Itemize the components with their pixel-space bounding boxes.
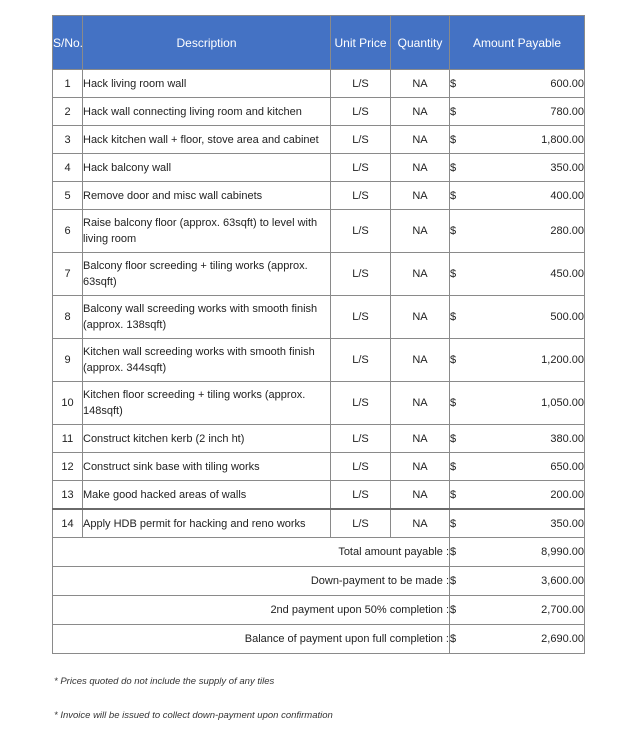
amount-value: 350.00 xyxy=(550,161,584,174)
row-description: Make good hacked areas of walls xyxy=(83,481,331,510)
table-row xyxy=(53,98,585,126)
currency-symbol: $ xyxy=(450,397,457,409)
row-amount xyxy=(450,481,585,510)
amount-value: 200.00 xyxy=(550,488,584,501)
row-number: 9 xyxy=(53,339,83,382)
row-amount xyxy=(450,182,585,210)
row-description: Remove door and misc wall cabinets xyxy=(83,182,331,210)
row-quantity: NA xyxy=(391,481,450,510)
row-number: 8 xyxy=(53,296,83,339)
balance-payment-amount xyxy=(450,625,585,654)
row-amount xyxy=(450,126,585,154)
row-amount xyxy=(450,70,585,98)
row-number: 5 xyxy=(53,182,83,210)
currency-symbol: $ xyxy=(450,77,457,90)
amount-value: 1,200.00 xyxy=(541,354,584,366)
row-quantity: NA xyxy=(391,182,450,210)
table-row xyxy=(53,154,585,182)
row-number: 6 xyxy=(53,210,83,253)
row-amount xyxy=(450,210,585,253)
row-description: Construct sink base with tiling works xyxy=(83,453,331,481)
row-quantity: NA xyxy=(391,154,450,182)
header-unit-price: Unit Price xyxy=(331,16,391,70)
row-description: Balcony wall screeding works with smooth finish (approx. 138sqft) xyxy=(83,296,331,339)
amount-value: 3,600.00 xyxy=(541,575,584,587)
row-description: Hack balcony wall xyxy=(83,154,331,182)
row-unit-price: L/S xyxy=(331,425,391,453)
amount-value: 650.00 xyxy=(550,460,584,473)
row-number: 13 xyxy=(53,481,83,510)
currency-symbol: $ xyxy=(450,225,457,237)
header-quantity: Quantity xyxy=(391,16,450,70)
row-amount xyxy=(450,253,585,296)
table-row xyxy=(53,453,585,481)
row-quantity: NA xyxy=(391,382,450,425)
row-amount xyxy=(450,339,585,382)
row-description: Hack kitchen wall + floor, stove area and cabinet xyxy=(83,126,331,154)
row-description: Hack living room wall xyxy=(83,70,331,98)
row-number: 4 xyxy=(53,154,83,182)
table-row xyxy=(53,481,585,510)
row-unit-price: L/S xyxy=(331,382,391,425)
down-payment-label: Down-payment to be made : xyxy=(53,567,450,596)
currency-symbol: $ xyxy=(450,161,457,174)
row-description: Kitchen wall screeding works with smooth finish (approx. 344sqft) xyxy=(83,339,331,382)
table-row xyxy=(53,339,585,382)
amount-value: 2,690.00 xyxy=(541,633,584,645)
row-number: 3 xyxy=(53,126,83,154)
currency-symbol: $ xyxy=(450,575,457,587)
row-number: 11 xyxy=(53,425,83,453)
currency-symbol: $ xyxy=(450,546,457,558)
balance-payment-label: Balance of payment upon full completion : xyxy=(53,625,450,654)
amount-value: 1,800.00 xyxy=(541,133,584,146)
row-number: 14 xyxy=(53,509,83,538)
currency-symbol: $ xyxy=(450,268,457,280)
row-number: 12 xyxy=(53,453,83,481)
row-unit-price: L/S xyxy=(331,453,391,481)
header-sno: S/No. xyxy=(53,16,83,70)
down-payment-row xyxy=(53,567,585,596)
row-description: Hack wall connecting living room and kitchen xyxy=(83,98,331,126)
table-header-row xyxy=(53,16,585,70)
table-row xyxy=(53,182,585,210)
amount-value: 8,990.00 xyxy=(541,546,584,558)
row-number: 10 xyxy=(53,382,83,425)
header-amount-payable: Amount Payable xyxy=(450,16,585,70)
amount-value: 400.00 xyxy=(550,189,584,202)
currency-symbol: $ xyxy=(450,133,457,146)
row-unit-price: L/S xyxy=(331,154,391,182)
row-quantity: NA xyxy=(391,210,450,253)
quotation-table xyxy=(52,15,585,654)
second-payment-row xyxy=(53,596,585,625)
row-amount xyxy=(450,296,585,339)
table-row xyxy=(53,210,585,253)
row-quantity: NA xyxy=(391,126,450,154)
balance-payment-row xyxy=(53,625,585,654)
row-unit-price: L/S xyxy=(331,210,391,253)
amount-value: 380.00 xyxy=(550,432,584,445)
row-amount xyxy=(450,509,585,538)
row-unit-price: L/S xyxy=(331,70,391,98)
currency-symbol: $ xyxy=(450,311,457,323)
amount-value: 280.00 xyxy=(550,225,584,237)
table-row xyxy=(53,70,585,98)
currency-symbol: $ xyxy=(450,105,457,118)
row-amount xyxy=(450,453,585,481)
row-amount xyxy=(450,98,585,126)
table-row xyxy=(53,382,585,425)
second-payment-label: 2nd payment upon 50% completion : xyxy=(53,596,450,625)
currency-symbol: $ xyxy=(450,189,457,202)
row-unit-price: L/S xyxy=(331,296,391,339)
row-unit-price: L/S xyxy=(331,182,391,210)
row-quantity: NA xyxy=(391,296,450,339)
row-quantity: NA xyxy=(391,509,450,538)
row-number: 7 xyxy=(53,253,83,296)
currency-symbol: $ xyxy=(450,488,457,501)
row-quantity: NA xyxy=(391,253,450,296)
row-unit-price: L/S xyxy=(331,253,391,296)
row-quantity: NA xyxy=(391,70,450,98)
currency-symbol: $ xyxy=(450,460,457,473)
amount-value: 600.00 xyxy=(550,77,584,90)
row-unit-price: L/S xyxy=(331,509,391,538)
table-row xyxy=(53,509,585,538)
row-description: Kitchen floor screeding + tiling works (approx. 148sqft) xyxy=(83,382,331,425)
currency-symbol: $ xyxy=(450,517,457,530)
row-amount xyxy=(450,154,585,182)
row-quantity: NA xyxy=(391,98,450,126)
row-amount xyxy=(450,425,585,453)
row-description: Apply HDB permit for hacking and reno works xyxy=(83,509,331,538)
note-tiles: * Prices quoted do not include the supply of any tiles xyxy=(54,676,275,687)
currency-symbol: $ xyxy=(450,633,457,645)
row-quantity: NA xyxy=(391,339,450,382)
table-row xyxy=(53,253,585,296)
row-quantity: NA xyxy=(391,425,450,453)
amount-value: 2,700.00 xyxy=(541,604,584,616)
row-amount xyxy=(450,382,585,425)
down-payment-amount xyxy=(450,567,585,596)
row-number: 2 xyxy=(53,98,83,126)
amount-value: 350.00 xyxy=(550,517,584,530)
total-label: Total amount payable : xyxy=(53,538,450,567)
table-row xyxy=(53,296,585,339)
amount-value: 500.00 xyxy=(550,311,584,323)
row-number: 1 xyxy=(53,70,83,98)
row-unit-price: L/S xyxy=(331,98,391,126)
second-payment-amount xyxy=(450,596,585,625)
amount-value: 780.00 xyxy=(550,105,584,118)
row-description: Raise balcony floor (approx. 63sqft) to level with living room xyxy=(83,210,331,253)
currency-symbol: $ xyxy=(450,432,457,445)
table-row xyxy=(53,425,585,453)
table-row xyxy=(53,126,585,154)
total-amount xyxy=(450,538,585,567)
note-invoice: * Invoice will be issued to collect down-payment upon confirmation xyxy=(54,710,333,721)
row-description: Balcony floor screeding + tiling works (approx. 63sqft) xyxy=(83,253,331,296)
header-description: Description xyxy=(83,16,331,70)
currency-symbol: $ xyxy=(450,354,457,366)
total-row xyxy=(53,538,585,567)
amount-value: 1,050.00 xyxy=(541,397,584,409)
row-unit-price: L/S xyxy=(331,481,391,510)
row-description: Construct kitchen kerb (2 inch ht) xyxy=(83,425,331,453)
amount-value: 450.00 xyxy=(550,268,584,280)
currency-symbol: $ xyxy=(450,604,457,616)
row-quantity: NA xyxy=(391,453,450,481)
row-unit-price: L/S xyxy=(331,126,391,154)
row-unit-price: L/S xyxy=(331,339,391,382)
